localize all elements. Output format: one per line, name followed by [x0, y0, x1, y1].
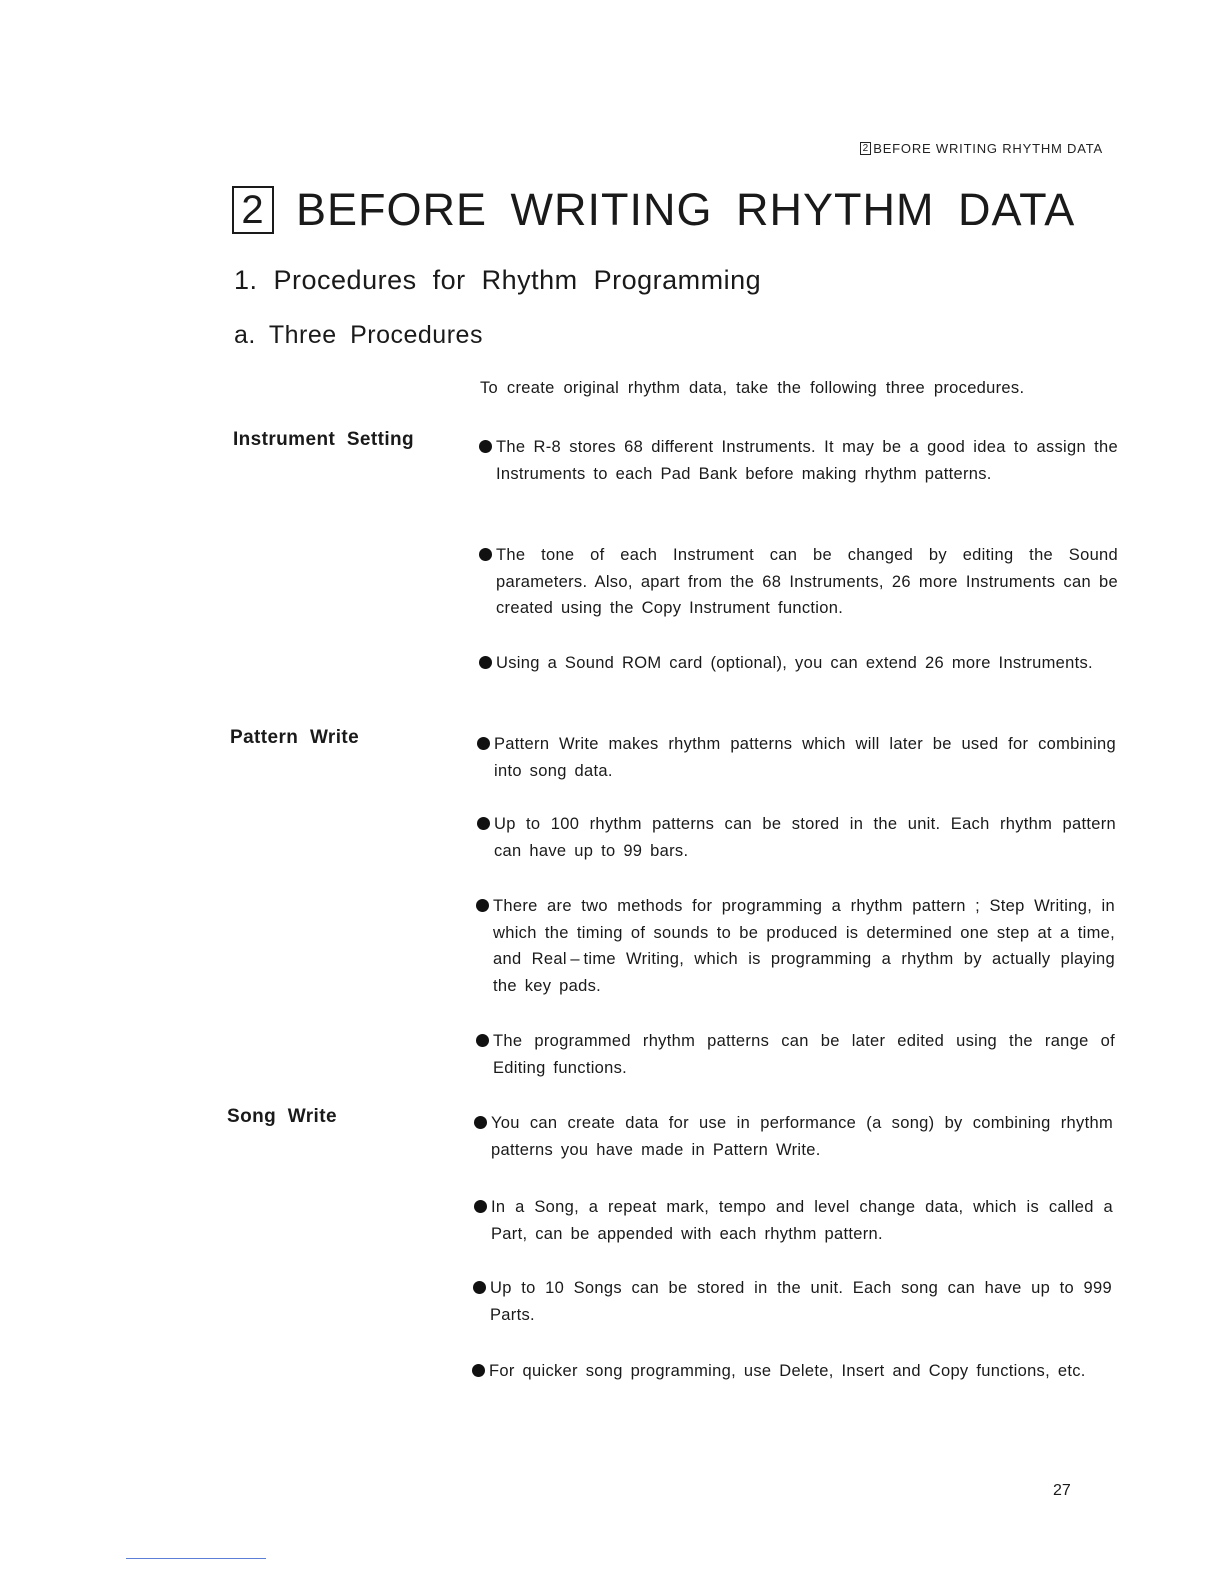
procedure-label-instrument-setting: Instrument Setting: [233, 429, 415, 450]
page-number: 27: [1053, 1482, 1071, 1499]
bullet-icon: [472, 1364, 485, 1377]
list-item: [474, 1194, 1113, 1247]
running-head: [860, 141, 1103, 156]
list-item: [477, 811, 1116, 864]
list-item: [474, 1110, 1113, 1163]
list-item-text: Using a Sound ROM card (optional), you can extend 26 more Instruments.: [496, 654, 1093, 672]
list-item-text: For quicker song programming, use Delete, Insert and Copy functions, etc.: [489, 1362, 1086, 1380]
list-item-text: The programmed rhythm patterns can be later edited using the range of Editing functions.: [493, 1032, 1115, 1077]
list-item-text: Up to 100 rhythm patterns can be stored in the unit. Each rhythm pattern can have up to 99 bars.: [494, 815, 1116, 860]
list-item: [477, 731, 1116, 784]
section-title: 1. Procedures for Rhythm Programming: [234, 265, 762, 295]
list-item-text: The R-8 stores 68 different Instruments. It may be a good idea to assign the Instruments to each Pad Bank before making rhythm patterns.: [496, 438, 1118, 483]
running-head-number: 2: [860, 142, 872, 155]
chapter-title: [232, 184, 1075, 236]
list-item: [476, 1028, 1115, 1081]
running-head-text: BEFORE WRITING RHYTHM DATA: [873, 141, 1103, 156]
list-item: [479, 650, 1118, 677]
list-item: [473, 1275, 1112, 1328]
list-item: [472, 1358, 1111, 1385]
chapter-number: 2: [232, 186, 274, 234]
bullet-icon: [477, 737, 490, 750]
procedure-label-pattern-write: Pattern Write: [230, 727, 360, 748]
intro-paragraph: To create original rhythm data, take the following three procedures.: [480, 379, 1025, 397]
list-item-text: The tone of each Instrument can be changed by editing the Sound parameters. Also, apart from the 68 Instruments, 26 more Instruments can be created using the Copy Instrument function.: [496, 546, 1118, 617]
bullet-icon: [479, 440, 492, 453]
bullet-icon: [476, 899, 489, 912]
list-item-text: Pattern Write makes rhythm patterns which will later be used for combining into song data.: [494, 735, 1116, 780]
list-item: [479, 542, 1118, 622]
bullet-icon: [477, 817, 490, 830]
bullet-icon: [473, 1281, 486, 1294]
bullet-icon: [474, 1200, 487, 1213]
subsection-title: a. Three Procedures: [234, 321, 483, 349]
bullet-icon: [474, 1116, 487, 1129]
bullet-icon: [479, 548, 492, 561]
chapter-title-text: BEFORE WRITING RHYTHM DATA: [296, 184, 1076, 235]
list-item-text: Up to 10 Songs can be stored in the unit. Each song can have up to 999 Parts.: [490, 1279, 1112, 1324]
list-item-text: There are two methods for programming a rhythm pattern ; Step Writing, in which the timing of sounds to be produced is determined one step at a time, and Real – time Writing, which is programming a rhythm by actually playing the key pads.: [493, 897, 1115, 995]
list-item-text: In a Song, a repeat mark, tempo and level change data, which is called a Part, can be appended with each rhythm pattern.: [491, 1198, 1113, 1243]
footer-rule: [126, 1558, 266, 1559]
procedure-label-song-write: Song Write: [227, 1106, 337, 1127]
list-item-text: You can create data for use in performance (a song) by combining rhythm patterns you have made in Pattern Write.: [491, 1114, 1113, 1159]
list-item: [476, 893, 1115, 999]
bullet-icon: [479, 656, 492, 669]
list-item: [479, 434, 1118, 487]
bullet-icon: [476, 1034, 489, 1047]
